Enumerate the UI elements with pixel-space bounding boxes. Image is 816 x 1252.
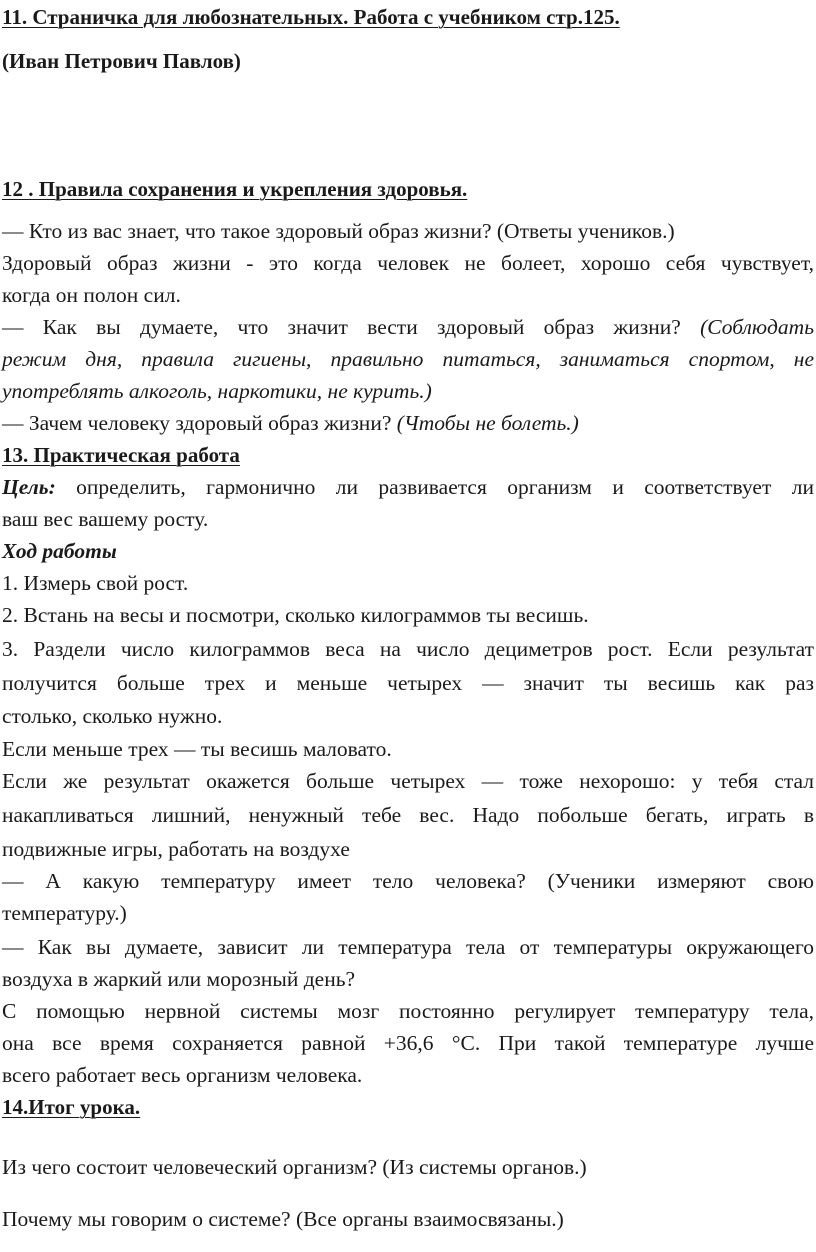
section-11-title: 11. Страничка для любознательных. Работа с учебником стр.125.: [2, 5, 620, 29]
answer-lead-line2: режим дня, правила гигиены, правильно питаться, заниматься спортом, не: [2, 347, 814, 371]
summary-question-1: Из чего состоит человеческий организм? (Из системы органов.): [2, 1155, 587, 1179]
step-3-line2: получится больше трех и меньше четырех — значит ты весишь как раз: [2, 671, 814, 695]
step-3-line3: столько, сколько нужно.: [2, 704, 223, 728]
step-3-line1: 3. Раздели число килограммов веса на число дециметров рост. Если результат: [2, 637, 814, 661]
more-than-four-line2: накапливаться лишний, ненужный тебе вес. Надо побольше бегать, играть в: [2, 803, 814, 827]
temperature-question-line2: температуру.): [2, 901, 127, 925]
answer-lead-line3: употреблять алкоголь, наркотики, не курить.): [2, 379, 432, 403]
summary-question-2: Почему мы говорим о системе? (Все органы взаимосвязаны.): [2, 1207, 564, 1231]
answer-why: (Чтобы не болеть.): [396, 411, 579, 435]
section-13-title: 13. Практическая работа: [2, 443, 240, 467]
question-why-healthy: [2, 410, 814, 436]
goal-label: Цель:: [2, 475, 56, 499]
question-why-text: — Зачем человеку здоровый образ жизни?: [2, 411, 392, 435]
section-11-subtitle: (Иван Петрович Павлов): [2, 49, 241, 73]
section-12-title: 12 . Правила сохранения и укрепления здоровья.: [2, 177, 468, 201]
paragraph-healthy-def-line2: когда он полон сил.: [2, 283, 181, 307]
temperature-depend-line1: — Как вы думаете, зависит ли температура тела от температуры окружающего: [2, 935, 814, 959]
nerve-system-line1: С помощью нервной системы мозг постоянно регулирует температуру тела,: [2, 999, 814, 1023]
temperature-question-line1: — А какую температуру имеет тело человека? (Ученики измеряют свою: [2, 869, 814, 893]
more-than-four-line3: подвижные игры, работать на воздухе: [2, 837, 350, 861]
nerve-system-line3: всего работает весь организм человека.: [2, 1063, 363, 1087]
more-than-four-line1: Если же результат окажется больше четырех — тоже нехорошо: у тебя стал: [2, 769, 814, 793]
temperature-depend-line2: воздуха в жаркий или морозный день?: [2, 967, 356, 991]
step-1: 1. Измерь свой рост.: [2, 571, 189, 595]
question-lead-healthy-life: [2, 314, 814, 340]
goal-text-line1: определить, гармонично ли развивается организм и соответствует ли: [76, 475, 814, 499]
answer-lead-line1: (Соблюдать: [700, 315, 814, 339]
goal-line2: ваш вес вашему росту.: [2, 507, 209, 531]
procedure-label: Ход работы: [2, 539, 117, 563]
goal-line1: [2, 474, 814, 500]
less-than-three: Если меньше трех — ты весишь маловато.: [2, 737, 392, 761]
paragraph-healthy-def-line1: Здоровый образ жизни - это когда человек не болеет, хорошо себя чувствует,: [2, 251, 814, 275]
section-14-title: 14.Итог урока.: [2, 1095, 141, 1119]
question-lead-text: — Как вы думаете, что значит вести здоровый образ жизни?: [2, 315, 681, 339]
step-2: 2. Встань на весы и посмотри, сколько килограммов ты весишь.: [2, 603, 589, 627]
question-healthy-lifestyle: — Кто из вас знает, что такое здоровый образ жизни? (Ответы учеников.): [2, 219, 675, 243]
nerve-system-line2: она все время сохраняется равной +36,6 °С. При такой температуре лучше: [2, 1031, 814, 1055]
